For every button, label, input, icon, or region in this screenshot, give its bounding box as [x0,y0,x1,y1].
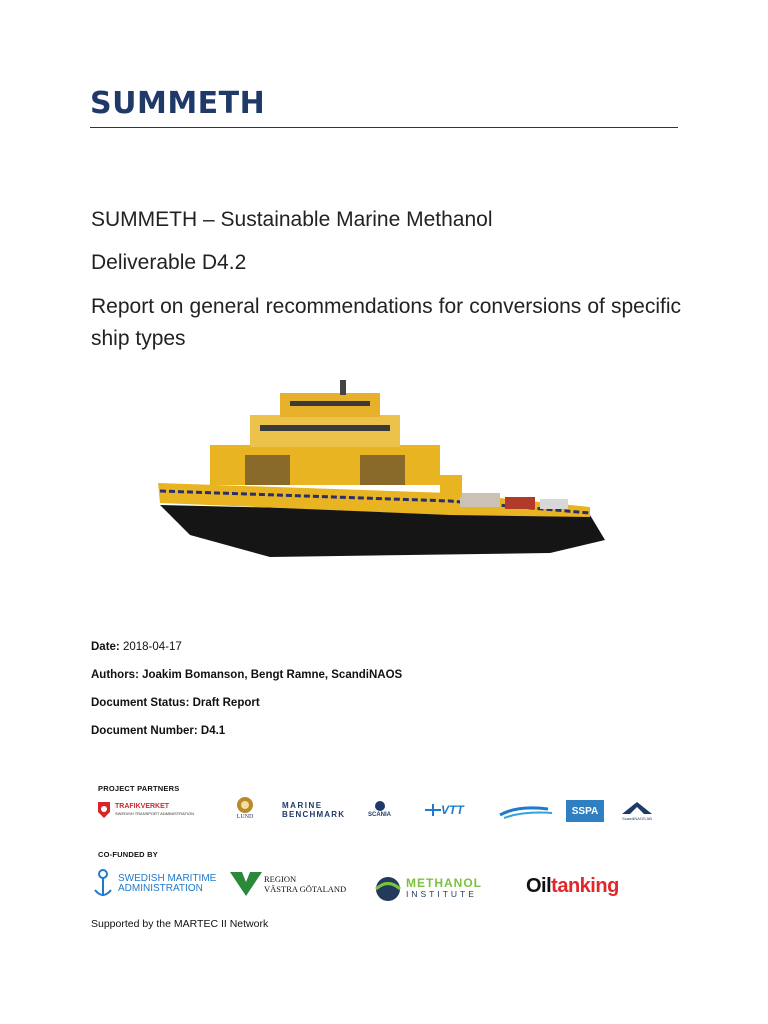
status-value: Draft Report [189,697,260,709]
brand-logo-text: SUMMETH [90,86,266,121]
sail-icon [620,800,654,816]
scania-text: SCANIA [368,812,392,818]
mb-line2: BENCHMARK [282,810,346,819]
document-title: SUMMETH – Sustainable Marine Methanol [91,208,493,231]
sspa-logo [566,800,604,822]
methanol-line2: INSTITUTE [406,889,477,899]
globe-icon [373,876,403,902]
wave-icon [498,803,556,821]
number-label: Document Number: [91,725,198,737]
crown-shield-icon [96,800,112,820]
date-value: 2018-04-17 [119,641,182,653]
trafikverket-sub: SWEDISH TRANSPORT ADMINISTRATION [115,811,195,816]
mb-line1: MARINE [282,801,323,810]
sma-line1: SWEDISH MARITIME [118,873,217,884]
status-label: Document Status: [91,697,190,709]
ferry-illustration [150,375,610,565]
support-note: Supported by the MARTEC II Network [91,918,269,930]
status-line [91,697,260,709]
deliverable-number: Deliverable D4.2 [91,251,247,274]
partners-heading: PROJECT PARTNERS [98,784,180,793]
marine-benchmark-logo [282,801,345,819]
vtt-logo [425,803,464,817]
swedish-maritime-tech-forum-logo [498,803,556,821]
swedish-maritime-administration-logo [92,868,216,900]
authors-org: ScandiNAOS [328,669,403,681]
number-value: D4.1 [197,725,226,737]
cofunded-heading: CO-FUNDED BY [98,850,158,859]
number-line [91,725,225,737]
griffin-icon [371,800,389,812]
sspa-text: SSPA [571,805,599,817]
region-line1: REGION [264,874,297,884]
star-icon [425,804,441,816]
university-seal-icon [235,796,255,814]
lund-text: LUND [236,814,254,820]
lund-university-logo [235,796,255,820]
v-shape-icon [230,872,262,896]
scandinaos-logo [620,800,654,821]
date-line [91,641,182,653]
region-vastra-gotaland-logo [230,872,346,896]
trafikverket-name: TRAFIKVERKET [115,803,170,810]
sma-line2: ADMINISTRATION [118,883,203,894]
report-title: Report on general recommendations for conversions of specific ship types [91,295,681,350]
authors-line [91,669,402,681]
oiltanking-text: Oiltanking [526,875,619,897]
header-rule [90,127,678,128]
scandinaos-text: ScandiNAOS AB [622,816,652,821]
anchor-icon [92,868,114,900]
methanol-line1: METHANOL [406,876,482,890]
date-label: Date: [91,641,120,653]
oiltanking-logo [526,875,619,898]
methanol-institute-logo [373,876,482,902]
authors-label: Authors: Joakim Bomanson, Bengt Ramne, [91,669,329,681]
region-line2: VÄSTRA GÖTALAND [264,884,347,894]
scania-logo [368,800,391,818]
vtt-text: VTT [441,803,464,817]
trafikverket-logo [96,800,194,820]
